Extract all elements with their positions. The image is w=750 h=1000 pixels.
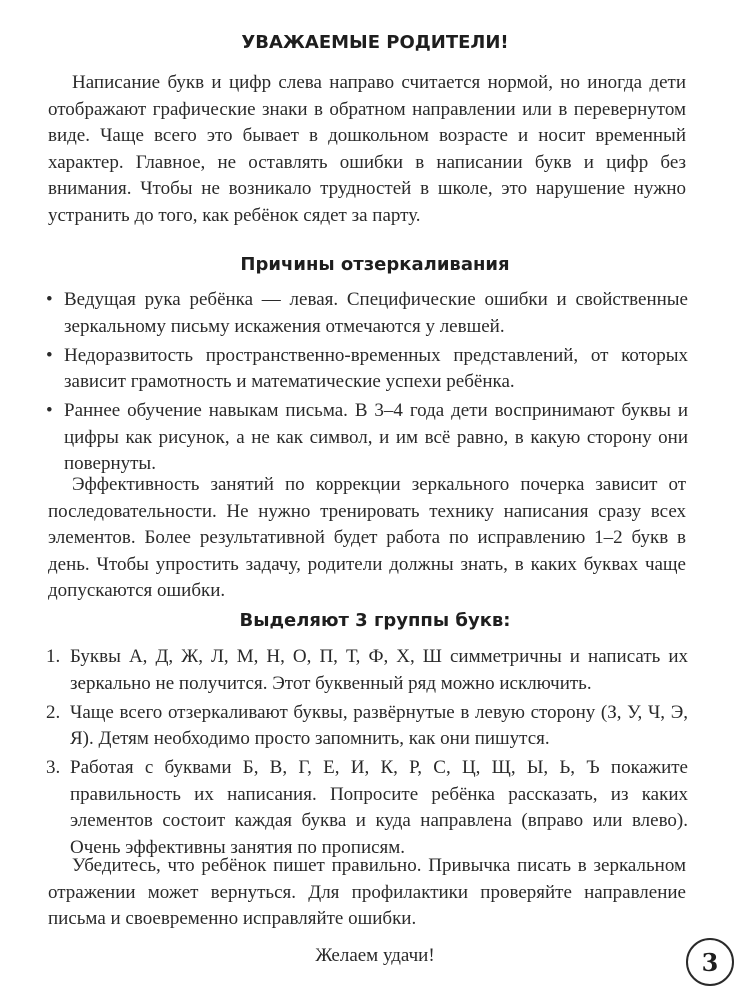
list-item [46, 398, 688, 478]
page-title: УВАЖАЕМЫЕ РОДИТЕЛИ! [241, 32, 509, 53]
list-item-text: Чаще всего отзеркаливают буквы, развёрнутые в левую сторону (З, У, Ч, Э, Я). Детям необходимо просто запомнить, как они пишутся. [70, 701, 688, 750]
list-item-number: 3. [46, 757, 61, 779]
list-item-number: 2. [46, 701, 61, 723]
list-item-number: 1. [46, 646, 61, 667]
causes-list [46, 287, 688, 480]
list-item-text: Работая с буквами Б, В, Г, Е, И, К, Р, С, Ц, Щ, Ы, Ь, Ъ покажите правильность их написания. Попросите ребёнка рассказать, из каких элементов состоит каждая буква и куда направлена (вправо или влево). Очень эффективны занятия по прописям. [70, 757, 688, 858]
page-number-badge [686, 938, 734, 986]
intro-paragraph: Написание букв и цифр слева направо считается нормой, но иногда дети отображают графические знаки в обратном направлении или в перевернутом виде. Чаще всего это бывает в дошкольном возрасте и носит временный характер. Главное, не оставлять ошибки в написании букв и цифр без внимания. Чтобы не возникало трудностей в школе, это нарушение нужно устранить до того, как ребёнок сядет за парту. [48, 72, 686, 226]
groups-heading: Выделяют 3 группы букв: [239, 610, 511, 631]
list-item-text: Буквы А, Д, Ж, Л, М, Н, О, П, Т, Ф, Х, Ш симметричны и написать их зеркально не получится. Этот буквенный ряд можно исключить. [70, 646, 688, 694]
list-item-text: Раннее обучение навыкам письма. В 3–4 года дети воспринимают буквы и цифры как рисунок, а не как символ, и им всё равно, в какую сторону они повернуты. [64, 400, 688, 475]
letter-groups-list [46, 644, 688, 864]
closing-wish: Желаем удачи! [315, 945, 435, 966]
bullet-icon: • [46, 400, 53, 422]
bullet-icon: • [46, 344, 53, 366]
page-number: 3 [701, 947, 719, 977]
list-item [46, 287, 688, 340]
list-item [46, 700, 688, 753]
causes-heading: Причины отзеркаливания [240, 254, 510, 275]
list-item [46, 644, 688, 697]
list-item [46, 755, 688, 861]
list-item-text: Ведущая рука ребёнка — левая. Специфические ошибки и свойственные зеркальному письму искажения отмечаются у левшей. [64, 289, 688, 337]
effectiveness-paragraph: Эффективность занятий по коррекции зеркального почерка зависит от последовательности. Не нужно тренировать технику написания сразу всех элементов. Более результативной будет работа по исправлению 1–2 букв в день. Чтобы упростить задачу, родители должны знать, в каких буквах чаще допускаются ошибки. [48, 474, 686, 602]
list-item [46, 343, 688, 396]
conclusion-paragraph: Убедитесь, что ребёнок пишет правильно. Привычка писать в зеркальном отражении может вернуться. Для профилактики проверяйте направление письма и своевременно исправляйте ошибки. [48, 855, 686, 930]
bullet-icon: • [46, 289, 53, 310]
list-item-text: Недоразвитость пространственно-временных представлений, от которых зависит грамотность и математические успехи ребёнка. [64, 344, 688, 393]
